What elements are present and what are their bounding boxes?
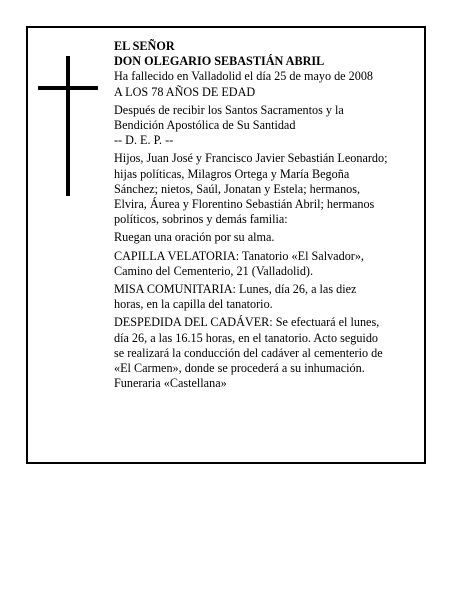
family-line: Elvira, Áurea y Florentino Sebastián Abril; hermanos <box>114 197 375 212</box>
family-line: Sánchez; nietos, Saúl, Jonatan y Estela; hermanos, <box>114 181 361 196</box>
chapel-paragraph <box>114 249 422 279</box>
farewell-line: se realizará la conducción del cadáver al cementerio de <box>114 345 383 360</box>
cross-vertical-bar <box>66 56 70 196</box>
mass-paragraph <box>114 282 422 312</box>
prayer-line: Ruegan una oración por su alma. <box>114 230 275 245</box>
farewell-line: «El Carmen», donde se procederá a su inhumación. <box>114 361 365 376</box>
mass-line: horas, en la capilla del tanatorio. <box>114 297 273 312</box>
obituary-text <box>114 39 422 391</box>
family-paragraph <box>114 151 422 227</box>
age-line: A LOS 78 AÑOS DE EDAD <box>114 84 256 99</box>
dep-line: -- D. E. P. -- <box>114 133 174 148</box>
family-line: Hijos, Juan José y Francisco Javier Sebastián Leonardo; <box>114 151 388 166</box>
cross-icon <box>38 56 98 196</box>
death-line: Ha fallecido en Valladolid el día 25 de mayo de 2008 <box>114 69 374 84</box>
sacraments-paragraph <box>114 103 422 133</box>
chapel-line: Camino del Cementerio, 21 (Valladolid). <box>114 263 314 278</box>
cross-horizontal-bar <box>38 86 98 90</box>
chapel-line: CAPILLA VELATORIA: Tanatorio «El Salvador», <box>114 248 364 263</box>
sacraments-line: Bendición Apostólica de Su Santidad <box>114 118 296 133</box>
notice-title: EL SEÑOR <box>114 39 175 53</box>
family-line: hijas políticas, Milagros Ortega y María Begoña <box>114 166 350 181</box>
mass-line: MISA COMUNITARIA: Lunes, día 26, a las diez <box>114 282 357 297</box>
farewell-line: día 26, a las 16.15 horas, en el tanatorio. Acto seguido <box>114 330 379 345</box>
deceased-name: DON OLEGARIO SEBASTIÁN ABRIL <box>114 54 325 69</box>
sacraments-line: Después de recibir los Santos Sacramentos y la <box>114 102 344 117</box>
funeral-home-line: Funeraria «Castellana» <box>114 376 227 391</box>
farewell-line: DESPEDIDA DEL CADÁVER: Se efectuará el lunes, <box>114 315 380 330</box>
farewell-paragraph <box>114 315 422 376</box>
family-line: políticos, sobrinos y demás familia: <box>114 212 288 227</box>
